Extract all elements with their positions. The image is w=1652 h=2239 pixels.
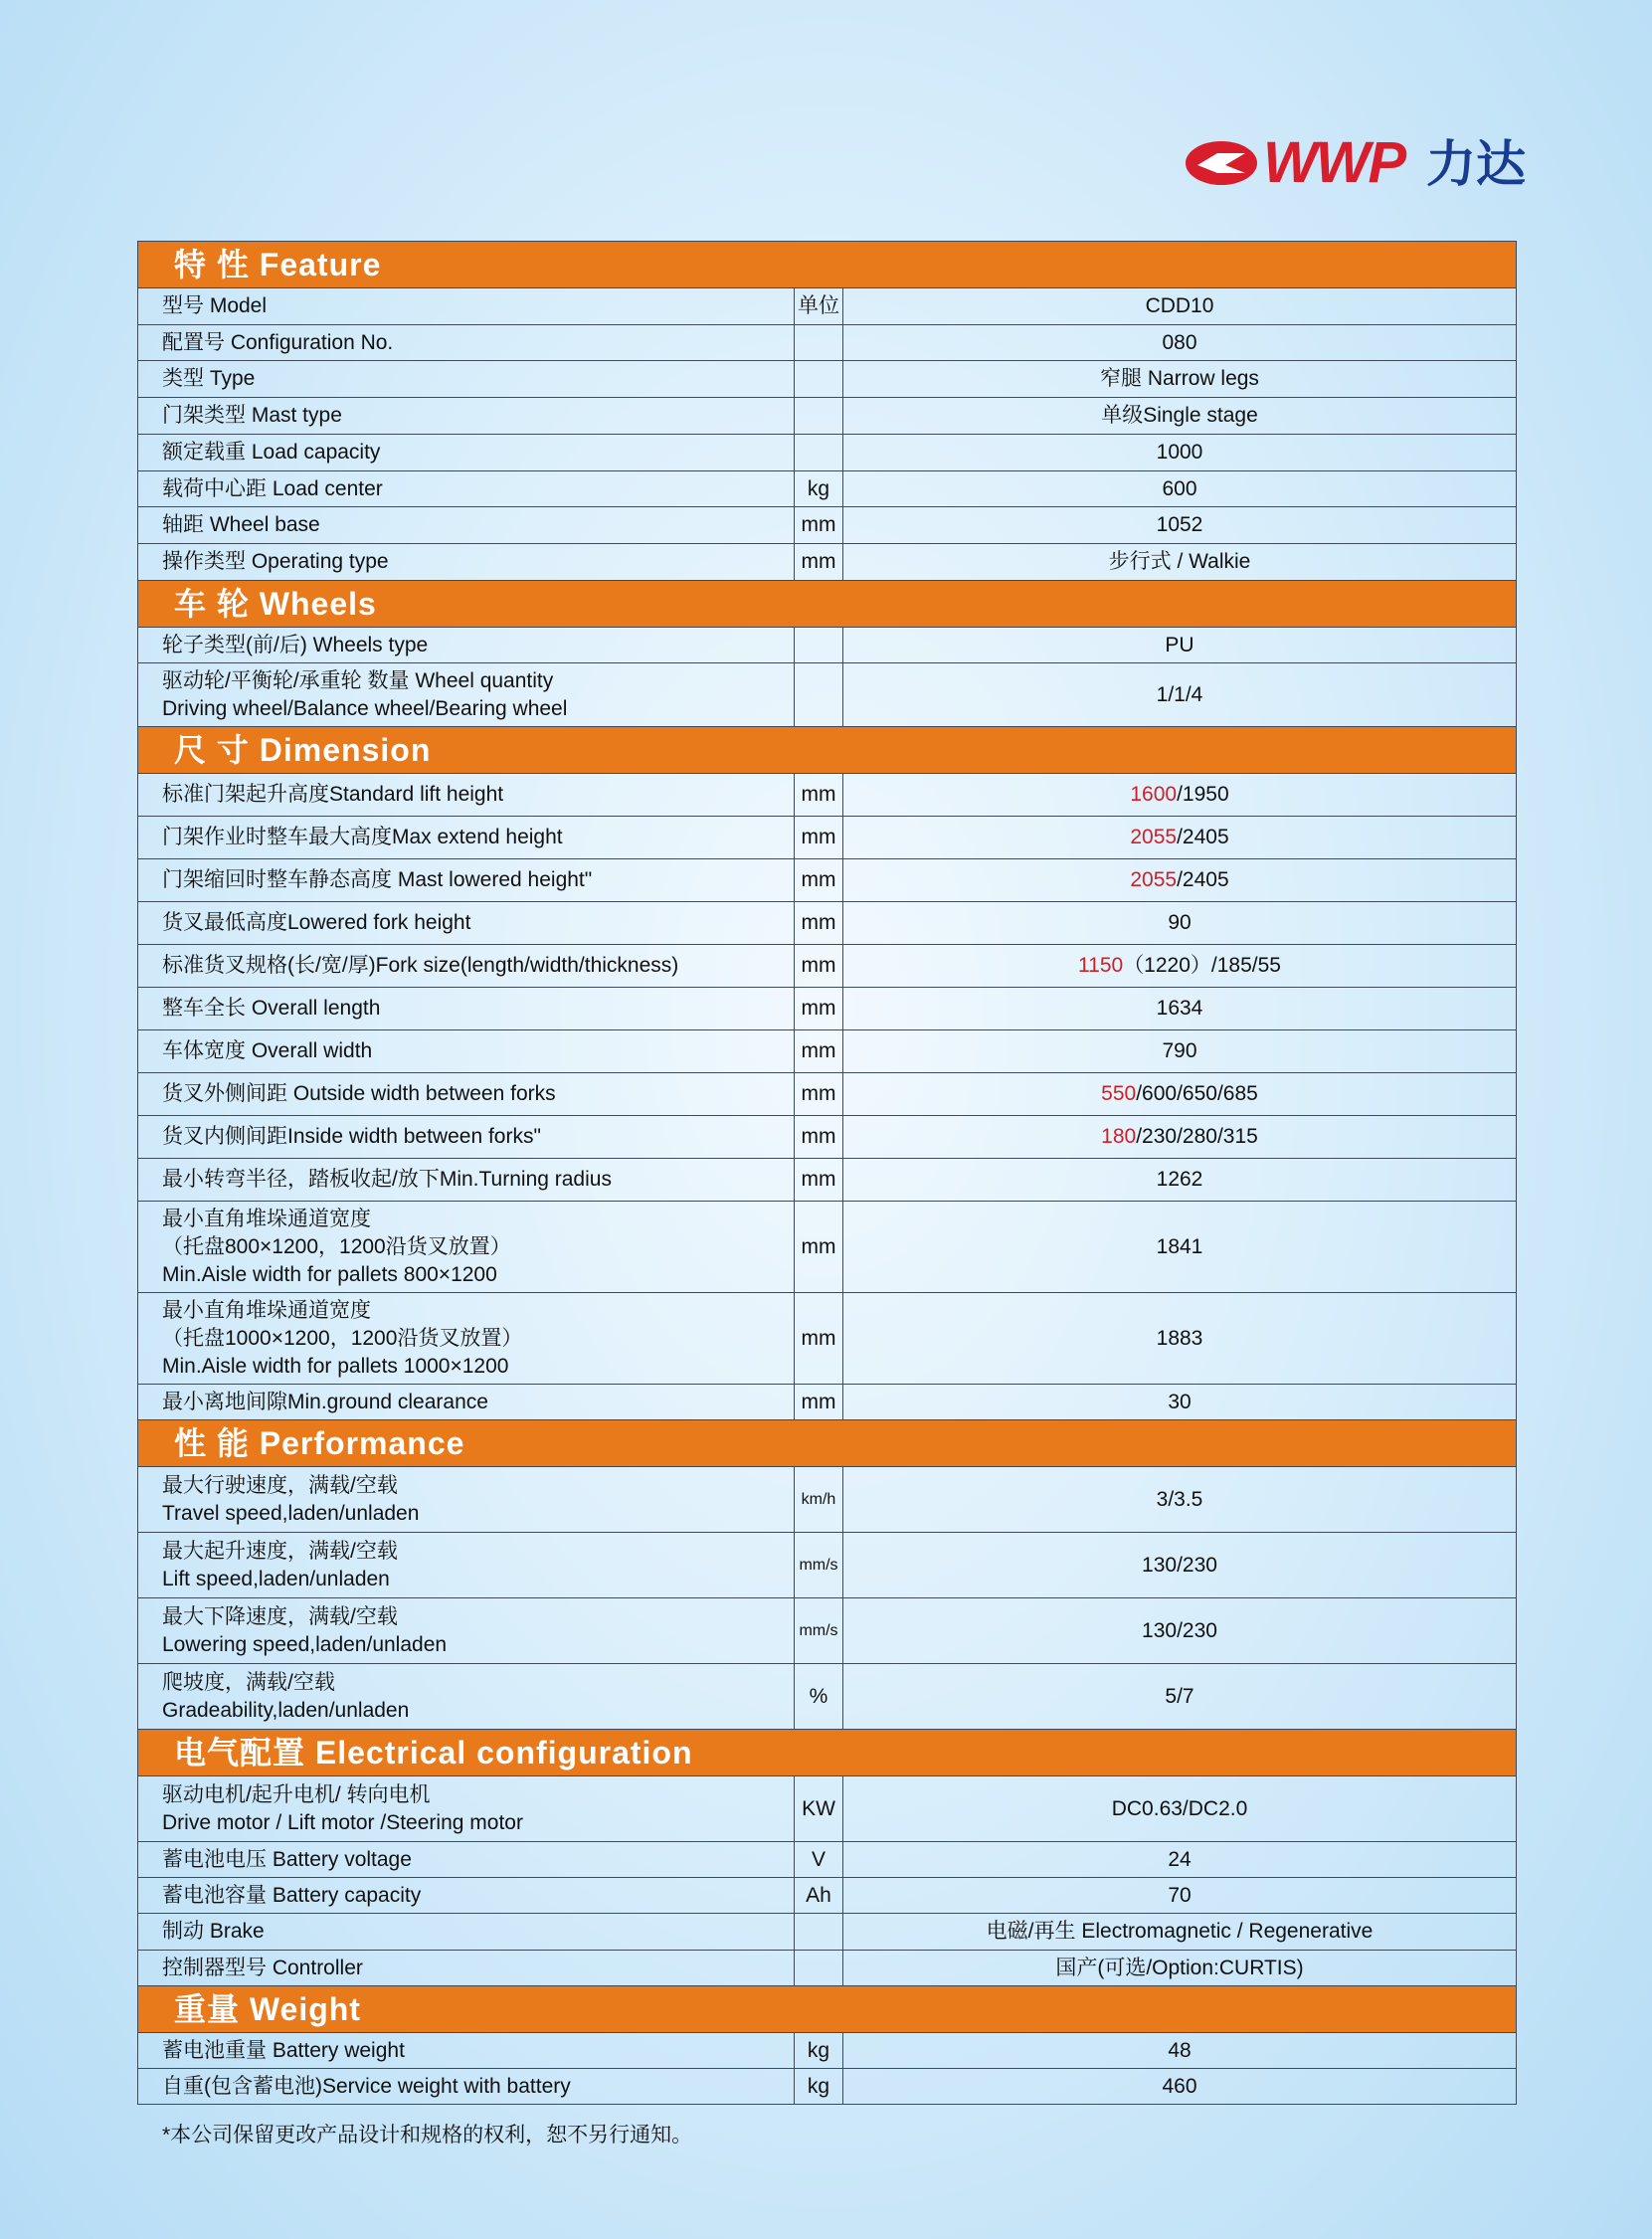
spec-label-line: Min.Aisle width for pallets 800×1200 bbox=[162, 1262, 497, 1286]
spec-row bbox=[138, 817, 1517, 859]
spec-value bbox=[843, 628, 1517, 663]
spec-value bbox=[843, 1467, 1517, 1533]
spec-value-text: /230/280/315 bbox=[1136, 1125, 1258, 1148]
spec-value-text: /600/650/685 bbox=[1136, 1082, 1258, 1105]
spec-row bbox=[138, 544, 1517, 581]
spec-unit bbox=[795, 325, 843, 361]
spec-unit bbox=[795, 1914, 843, 1951]
spec-label bbox=[138, 507, 795, 544]
spec-value-text: 600 bbox=[1162, 476, 1197, 500]
spec-value-text: 24 bbox=[1168, 1847, 1192, 1871]
spec-value-text: 70 bbox=[1168, 1883, 1192, 1907]
spec-label-line: Driving wheel/Balance wheel/Bearing wheel bbox=[162, 696, 568, 720]
spec-label-line: 整车全长 Overall length bbox=[162, 997, 381, 1020]
spec-label bbox=[138, 1202, 795, 1293]
spec-value-highlight: 180 bbox=[1101, 1125, 1137, 1148]
spec-row bbox=[138, 1159, 1517, 1202]
spec-unit: mm bbox=[795, 507, 843, 544]
spec-label bbox=[138, 1116, 795, 1159]
spec-value-text: 790 bbox=[1162, 1039, 1197, 1062]
spec-label-line: 轮子类型(前/后) Wheels type bbox=[162, 633, 429, 656]
spec-value bbox=[843, 988, 1517, 1030]
section-header bbox=[138, 242, 1517, 288]
spec-value bbox=[843, 1533, 1517, 1598]
spec-value-text: 1052 bbox=[1156, 513, 1203, 536]
spec-unit: mm bbox=[795, 1030, 843, 1073]
spec-label bbox=[138, 1030, 795, 1073]
spec-row bbox=[138, 1842, 1517, 1878]
spec-row bbox=[138, 1202, 1517, 1293]
spec-unit: mm bbox=[795, 902, 843, 945]
spec-value bbox=[843, 471, 1517, 507]
section-title: 电气配置 Electrical configuration bbox=[138, 1730, 1517, 1776]
spec-unit: mm bbox=[795, 1073, 843, 1116]
spec-row bbox=[138, 288, 1517, 325]
spec-label-line: 标准门架起升高度Standard lift height bbox=[162, 783, 504, 806]
spec-value-text: （1220）/185/55 bbox=[1123, 954, 1281, 977]
spec-label bbox=[138, 628, 795, 663]
spec-value-text: 130/230 bbox=[1142, 1618, 1217, 1642]
spec-value bbox=[843, 663, 1517, 727]
spec-label bbox=[138, 1842, 795, 1878]
spec-value-text: 5/7 bbox=[1165, 1684, 1194, 1708]
spec-label bbox=[138, 325, 795, 361]
spec-label-line: 额定载重 Load capacity bbox=[162, 441, 381, 464]
spec-label-line: （托盘1000×1200，1200沿货叉放置） bbox=[162, 1326, 523, 1350]
spec-value-text: 460 bbox=[1162, 2074, 1197, 2098]
spec-value-text: 1262 bbox=[1156, 1168, 1203, 1191]
spec-label-line: Min.Aisle width for pallets 1000×1200 bbox=[162, 1354, 509, 1378]
spec-unit: mm/s bbox=[795, 1533, 843, 1598]
spec-value bbox=[843, 1776, 1517, 1842]
spec-value-text: 1/1/4 bbox=[1156, 682, 1203, 706]
section-title: 尺 寸 Dimension bbox=[138, 727, 1517, 774]
spec-label-line: 货叉最低高度Lowered fork height bbox=[162, 911, 471, 934]
spec-value bbox=[843, 544, 1517, 581]
spec-label-line: 驱动轮/平衡轮/承重轮 数量 Wheel quantity bbox=[162, 668, 554, 692]
spec-unit: mm bbox=[795, 988, 843, 1030]
logo-brand-text: WWP bbox=[1263, 130, 1405, 195]
spec-row bbox=[138, 1116, 1517, 1159]
spec-label-line: 蓄电池电压 Battery voltage bbox=[162, 1847, 412, 1871]
spec-value bbox=[843, 1598, 1517, 1664]
spec-label-line: 门架作业时整车最大高度Max extend height bbox=[162, 826, 563, 848]
spec-value-text: /2405 bbox=[1177, 826, 1229, 848]
section-header bbox=[138, 1420, 1517, 1467]
spec-label-line: 操作类型 Operating type bbox=[162, 550, 389, 573]
spec-unit: mm bbox=[795, 817, 843, 859]
spec-value bbox=[843, 288, 1517, 325]
wwp-logo bbox=[1184, 131, 1542, 195]
spec-label bbox=[138, 902, 795, 945]
spec-unit: mm bbox=[795, 1159, 843, 1202]
spec-label-line: 门架缩回时整车静态高度 Mast lowered height" bbox=[162, 868, 593, 891]
spec-value-text: 1883 bbox=[1156, 1326, 1203, 1350]
spec-row bbox=[138, 1951, 1517, 1986]
spec-row bbox=[138, 774, 1517, 817]
spec-label-line: 最大起升速度，满载/空载 bbox=[162, 1539, 398, 1563]
spec-label-line: 蓄电池容量 Battery capacity bbox=[162, 1883, 422, 1907]
spec-row bbox=[138, 663, 1517, 727]
spec-value-highlight: 1600 bbox=[1130, 783, 1178, 806]
spec-unit: kg bbox=[795, 2033, 843, 2069]
spec-value bbox=[843, 1293, 1517, 1385]
spec-value bbox=[843, 1159, 1517, 1202]
spec-label bbox=[138, 1664, 795, 1730]
spec-value bbox=[843, 1842, 1517, 1878]
spec-value-text: /1950 bbox=[1177, 783, 1229, 806]
spec-row bbox=[138, 628, 1517, 663]
spec-label-line: 控制器型号 Controller bbox=[162, 1956, 363, 1979]
spec-label bbox=[138, 817, 795, 859]
spec-value-text: 国产(可选/Option:CURTIS) bbox=[1055, 1956, 1304, 1979]
spec-unit bbox=[795, 663, 843, 727]
spec-label bbox=[138, 1776, 795, 1842]
spec-value-text: 1634 bbox=[1156, 997, 1203, 1020]
spec-label-line: 最大下降速度，满载/空载 bbox=[162, 1604, 398, 1628]
spec-label bbox=[138, 398, 795, 435]
spec-value-text: 步行式 / Walkie bbox=[1108, 550, 1251, 573]
spec-unit bbox=[795, 628, 843, 663]
spec-value-text: 90 bbox=[1168, 911, 1192, 934]
spec-row bbox=[138, 1598, 1517, 1664]
spec-value bbox=[843, 1914, 1517, 1951]
spec-value-text: 窄腿 Narrow legs bbox=[1100, 367, 1259, 390]
spec-label-line: 最大行驶速度，满载/空载 bbox=[162, 1473, 398, 1497]
spec-unit: 单位 bbox=[795, 288, 843, 325]
spec-label-line: Travel speed,laden/unladen bbox=[162, 1501, 420, 1525]
spec-value-text: 30 bbox=[1168, 1390, 1192, 1413]
spec-value-text: 3/3.5 bbox=[1156, 1487, 1203, 1511]
spec-label bbox=[138, 859, 795, 902]
spec-row bbox=[138, 1878, 1517, 1914]
section-title: 特 性 Feature bbox=[138, 242, 1517, 288]
section-header bbox=[138, 1986, 1517, 2033]
spec-label bbox=[138, 1293, 795, 1385]
spec-label bbox=[138, 945, 795, 988]
spec-label bbox=[138, 774, 795, 817]
spec-value bbox=[843, 1878, 1517, 1914]
spec-value bbox=[843, 1073, 1517, 1116]
section-title: 车 轮 Wheels bbox=[138, 581, 1517, 628]
spec-label-line: 轴距 Wheel base bbox=[162, 513, 320, 536]
spec-label-line: 门架类型 Mast type bbox=[162, 404, 342, 427]
spec-label bbox=[138, 1467, 795, 1533]
spec-unit bbox=[795, 361, 843, 398]
spec-value-highlight: 550 bbox=[1101, 1082, 1137, 1105]
logo-emblem-icon bbox=[1184, 131, 1263, 195]
spec-row bbox=[138, 1776, 1517, 1842]
spec-value-text: /2405 bbox=[1177, 868, 1229, 891]
spec-value bbox=[843, 1951, 1517, 1986]
spec-label bbox=[138, 1598, 795, 1664]
spec-value bbox=[843, 435, 1517, 471]
spec-value-text: 48 bbox=[1168, 2038, 1192, 2062]
spec-label bbox=[138, 288, 795, 325]
spec-unit: mm bbox=[795, 1293, 843, 1385]
spec-row bbox=[138, 2069, 1517, 2105]
spec-label-line: 最小离地间隙Min.ground clearance bbox=[162, 1390, 488, 1413]
spec-unit: mm bbox=[795, 945, 843, 988]
spec-unit: V bbox=[795, 1842, 843, 1878]
spec-value-highlight: 2055 bbox=[1130, 826, 1178, 848]
spec-label bbox=[138, 2069, 795, 2105]
spec-value-text: CDD10 bbox=[1145, 294, 1214, 317]
spec-unit: mm bbox=[795, 1385, 843, 1420]
spec-value-text: 单级Single stage bbox=[1101, 404, 1258, 427]
spec-label-line: （托盘800×1200，1200沿货叉放置） bbox=[162, 1234, 511, 1258]
spec-value-highlight: 2055 bbox=[1130, 868, 1178, 891]
spec-label-line: 货叉内侧间距Inside width between forks" bbox=[162, 1125, 541, 1148]
spec-value bbox=[843, 2033, 1517, 2069]
spec-value bbox=[843, 817, 1517, 859]
spec-unit bbox=[795, 435, 843, 471]
spec-label-line: Lowering speed,laden/unladen bbox=[162, 1632, 448, 1656]
spec-label-line: 最小直角堆垛通道宽度 bbox=[162, 1207, 371, 1230]
spec-label-line: Lift speed,laden/unladen bbox=[162, 1567, 390, 1590]
spec-value bbox=[843, 2069, 1517, 2105]
spec-value bbox=[843, 1385, 1517, 1420]
spec-row bbox=[138, 1914, 1517, 1951]
spec-unit: mm bbox=[795, 859, 843, 902]
spec-unit: mm bbox=[795, 1202, 843, 1293]
spec-label bbox=[138, 544, 795, 581]
spec-value bbox=[843, 398, 1517, 435]
spec-row bbox=[138, 361, 1517, 398]
spec-value bbox=[843, 945, 1517, 988]
section-header bbox=[138, 581, 1517, 628]
spec-value-text: PU bbox=[1165, 633, 1194, 656]
spec-label bbox=[138, 1159, 795, 1202]
logo-chinese-text: 力达 bbox=[1426, 135, 1526, 193]
spec-value bbox=[843, 902, 1517, 945]
spec-value-highlight: 1150 bbox=[1078, 954, 1124, 977]
spec-label bbox=[138, 435, 795, 471]
spec-unit: mm bbox=[795, 1116, 843, 1159]
spec-unit bbox=[795, 1951, 843, 1986]
spec-label bbox=[138, 988, 795, 1030]
spec-label-line: 蓄电池重量 Battery weight bbox=[162, 2038, 405, 2062]
spec-label-line: 货叉外侧间距 Outside width between forks bbox=[162, 1082, 556, 1105]
spec-row bbox=[138, 2033, 1517, 2069]
spec-label bbox=[138, 1951, 795, 1986]
spec-value bbox=[843, 361, 1517, 398]
spec-label bbox=[138, 471, 795, 507]
spec-unit: mm bbox=[795, 544, 843, 581]
spec-label-line: 型号 Model bbox=[162, 294, 268, 317]
spec-label-line: 类型 Type bbox=[162, 367, 256, 390]
spec-value bbox=[843, 1664, 1517, 1730]
spec-label bbox=[138, 1533, 795, 1598]
spec-label-line: 标准货叉规格(长/宽/厚)Fork size(length/width/thickness) bbox=[162, 954, 679, 977]
spec-value-text: 1000 bbox=[1156, 441, 1203, 464]
spec-value-text: 电磁/再生 Electromagnetic / Regenerative bbox=[986, 1920, 1374, 1943]
spec-value bbox=[843, 1030, 1517, 1073]
spec-label bbox=[138, 1385, 795, 1420]
section-title: 重量 Weight bbox=[138, 1986, 1517, 2033]
section-header bbox=[138, 727, 1517, 774]
spec-label-line: 爬坡度，满载/空载 bbox=[162, 1670, 335, 1694]
section-header bbox=[138, 1730, 1517, 1776]
spec-label-line: 自重(包含蓄电池)Service weight with battery bbox=[162, 2074, 571, 2098]
spec-row bbox=[138, 902, 1517, 945]
spec-value bbox=[843, 1116, 1517, 1159]
spec-value-text: DC0.63/DC2.0 bbox=[1111, 1796, 1248, 1820]
spec-value bbox=[843, 859, 1517, 902]
footnote: *本公司保留更改产品设计和规格的权利，恕不另行通知。 bbox=[162, 2124, 693, 2146]
spec-label bbox=[138, 1914, 795, 1951]
spec-row bbox=[138, 859, 1517, 902]
spec-value-text: 130/230 bbox=[1142, 1553, 1217, 1577]
spec-value-text: 080 bbox=[1162, 330, 1197, 354]
spec-row bbox=[138, 1467, 1517, 1533]
spec-unit: mm/s bbox=[795, 1598, 843, 1664]
spec-unit: Ah bbox=[795, 1878, 843, 1914]
spec-value bbox=[843, 1202, 1517, 1293]
spec-label-line: 驱动电机/起升电机/ 转向电机 bbox=[162, 1782, 431, 1806]
spec-unit bbox=[795, 398, 843, 435]
spec-unit: % bbox=[795, 1664, 843, 1730]
spec-label-line: 车体宽度 Overall width bbox=[162, 1039, 373, 1062]
spec-label bbox=[138, 2033, 795, 2069]
spec-row bbox=[138, 471, 1517, 507]
spec-row bbox=[138, 325, 1517, 361]
spec-label bbox=[138, 663, 795, 727]
spec-unit: kg bbox=[795, 471, 843, 507]
spec-label-line: Gradeability,laden/unladen bbox=[162, 1698, 410, 1722]
spec-row bbox=[138, 1533, 1517, 1598]
spec-row bbox=[138, 435, 1517, 471]
spec-value-text: 1841 bbox=[1156, 1234, 1203, 1258]
spec-table bbox=[137, 241, 1517, 2105]
spec-label-line: 载荷中心距 Load center bbox=[162, 476, 383, 500]
spec-label-line: 配置号 Configuration No. bbox=[162, 330, 394, 354]
spec-unit: km/h bbox=[795, 1467, 843, 1533]
spec-label-line: 最小转弯半径，踏板收起/放下Min.Turning radius bbox=[162, 1168, 612, 1191]
spec-label bbox=[138, 1878, 795, 1914]
spec-unit: KW bbox=[795, 1776, 843, 1842]
spec-unit: mm bbox=[795, 774, 843, 817]
spec-row bbox=[138, 945, 1517, 988]
spec-value bbox=[843, 774, 1517, 817]
spec-row bbox=[138, 988, 1517, 1030]
spec-row bbox=[138, 1385, 1517, 1420]
spec-label-line: 制动 Brake bbox=[162, 1920, 265, 1943]
spec-value bbox=[843, 325, 1517, 361]
spec-row bbox=[138, 1030, 1517, 1073]
spec-label-line: 最小直角堆垛通道宽度 bbox=[162, 1298, 371, 1322]
spec-row bbox=[138, 1664, 1517, 1730]
spec-row bbox=[138, 507, 1517, 544]
spec-label bbox=[138, 1073, 795, 1116]
section-title: 性 能 Performance bbox=[138, 1420, 1517, 1467]
spec-label-line: Drive motor / Lift motor /Steering motor bbox=[162, 1810, 523, 1834]
spec-value bbox=[843, 507, 1517, 544]
spec-row bbox=[138, 1293, 1517, 1385]
spec-unit: kg bbox=[795, 2069, 843, 2105]
spec-row bbox=[138, 398, 1517, 435]
spec-label bbox=[138, 361, 795, 398]
spec-row bbox=[138, 1073, 1517, 1116]
